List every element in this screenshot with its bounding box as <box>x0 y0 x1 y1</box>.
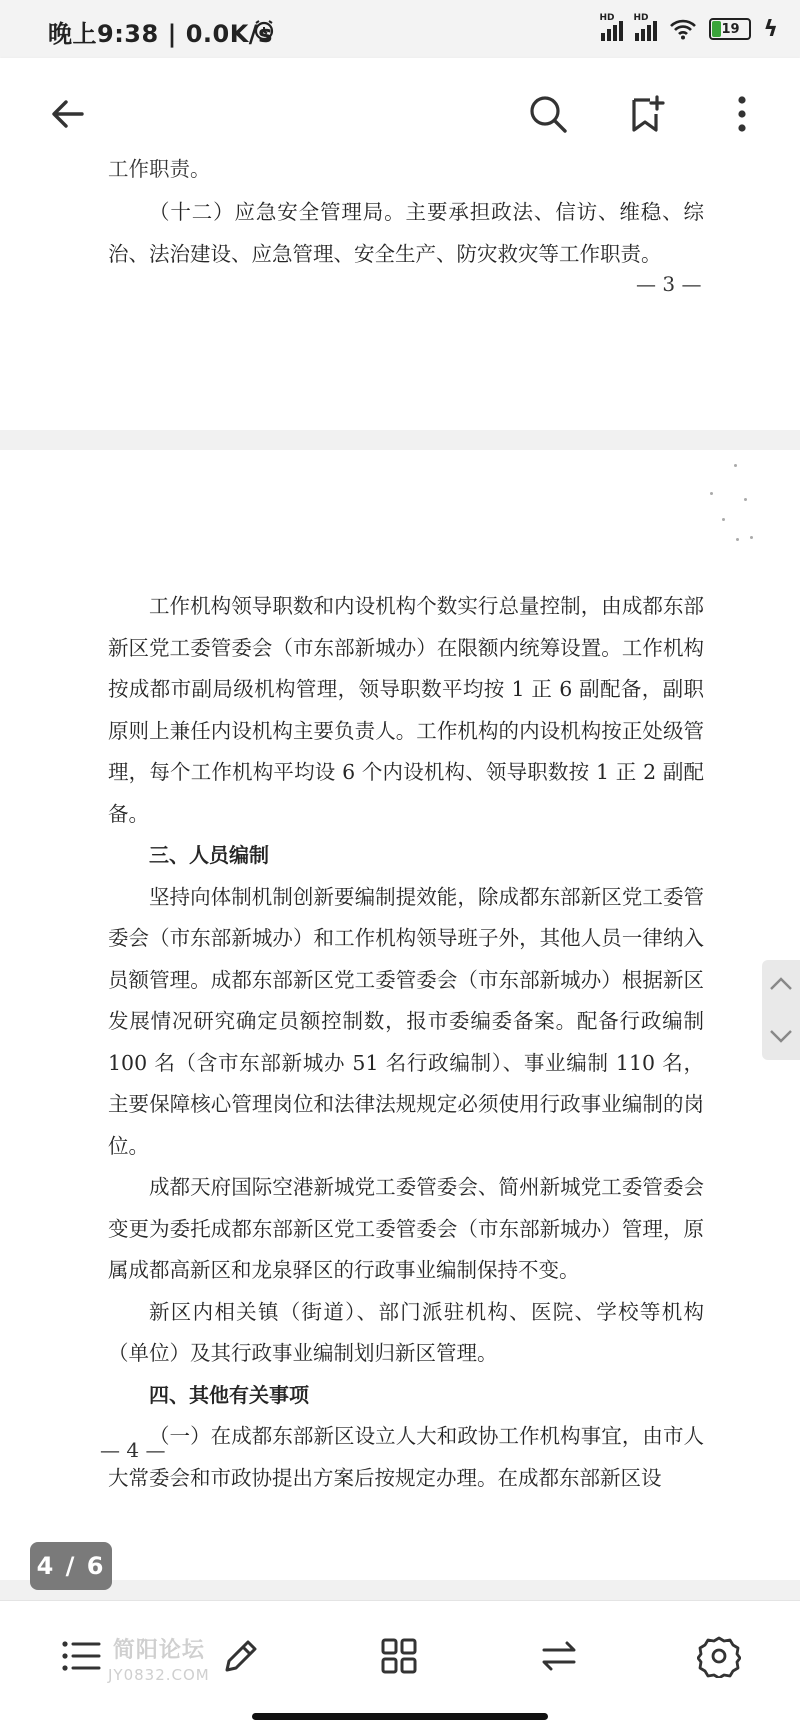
scan-specks <box>700 462 760 542</box>
more-vertical-icon <box>736 94 748 134</box>
bottom-toolbar <box>0 1600 800 1735</box>
swap-arrows-icon <box>538 1636 580 1676</box>
status-right <box>601 14 778 44</box>
battery-level: 19 <box>721 21 740 37</box>
home-indicator[interactable] <box>252 1713 548 1720</box>
section-heading-4: 四、其他有关事项 <box>149 1382 309 1407</box>
document-page-3 <box>0 157 800 430</box>
status-time: 晚上9:38 <box>48 20 159 48</box>
page4-paragraph-1: 工作机构领导职数和内设机构个数实行总量控制，由成都东部新区党工委管委会（市东部新城办）在限额内统筹设置。工作机构按成都市副局级机构管理，领导职数平均按 1 正 6 副配备，副职原则上兼任内设机构主要负责人。工作机构的内设机构按正处级管理，每个工作机构平均设 6 个内设机构、领导职数按 1 正 2 副配备。 <box>108 594 704 826</box>
outline-button[interactable] <box>56 1631 106 1681</box>
signal-strength-icon <box>599 13 623 41</box>
signal-strength-icon-2 <box>633 13 657 41</box>
page-mode-button[interactable] <box>534 1631 584 1681</box>
chevron-up-icon <box>768 972 794 998</box>
signal-hd-label: HD <box>599 13 615 23</box>
list-icon <box>61 1638 101 1674</box>
alarm-icon <box>252 18 276 42</box>
page-indicator: 4 / 6 <box>30 1542 112 1590</box>
charging-icon: ϟ <box>763 16 778 42</box>
search-icon <box>527 93 569 135</box>
bookmark-button[interactable] <box>620 88 672 140</box>
edit-button[interactable] <box>216 1631 266 1681</box>
arrow-left-icon <box>48 94 88 134</box>
bookmark-add-icon <box>626 94 666 134</box>
settings-button[interactable] <box>694 1631 744 1681</box>
scroll-down-button[interactable] <box>768 1022 794 1048</box>
status-separator: | <box>167 20 186 48</box>
page3-text <box>108 192 704 275</box>
page4-paragraph-2: 坚持向体制机制创新要编制提效能，除成都东部新区党工委管委会（市东部新城办）和工作机构领导班子外，其他人员一律纳入员额管理。成都东部新区党工委管委会（市东部新城办）根据新区发展情况研究确定员额控制数，报市委编委备案。配备行政编制 100 名（含市东部新城办 51 名行政编制）、事业编制 110 名，主要保障核心管理岗位和法律法规规定必须使用行政事业编制的岗位。 <box>108 884 704 1158</box>
watermark-title: 简阳论坛 <box>112 1638 205 1663</box>
battery-icon <box>709 18 751 40</box>
section-heading-3: 三、人员编制 <box>149 843 269 867</box>
signal-hd-label-2: HD <box>633 13 649 23</box>
document-page-4 <box>0 450 800 1580</box>
clipped-text: 工作职责。 <box>108 157 211 181</box>
watermark <box>108 1633 210 1684</box>
wifi-icon <box>669 18 697 40</box>
scroll-up-button[interactable] <box>768 972 794 998</box>
page-number-3: — 3 — <box>636 272 702 296</box>
page4-text <box>108 586 704 1499</box>
page-number-4: — 4 — <box>100 1438 166 1462</box>
status-time-speed <box>48 14 273 49</box>
grid-icon <box>379 1636 419 1676</box>
page4-paragraph-5: （一）在成都东部新区设立人大和政协工作机构事宜，由市人大常委会和市政协提出方案后按规定办理。在成都东部新区设 <box>108 1424 704 1490</box>
status-net-speed: 0.0K/s <box>185 20 273 48</box>
pencil-icon <box>221 1636 261 1676</box>
more-button[interactable] <box>716 88 768 140</box>
watermark-url: JY0832.COM <box>108 1666 210 1684</box>
gear-icon <box>697 1634 741 1678</box>
page4-paragraph-3: 成都天府国际空港新城党工委管委会、简州新城党工委管委会变更为委托成都东部新区党工委管委会（市东部新城办）管理，原属成都高新区和龙泉驿区的行政事业编制保持不变。 <box>108 1175 704 1282</box>
scroll-control <box>762 960 800 1060</box>
page4-paragraph-4: 新区内相关镇（街道）、部门派驻机构、医院、学校等机构（单位）及其行政事业编制划归新区管理。 <box>108 1299 704 1365</box>
chevron-down-icon <box>768 1022 794 1048</box>
thumbnails-button[interactable] <box>374 1631 424 1681</box>
search-button[interactable] <box>522 88 574 140</box>
status-bar <box>0 0 800 58</box>
page3-paragraph: （十二）应急安全管理局。主要承担政法、信访、维稳、综治、法治建设、应急管理、安全生产、防灾救灾等工作职责。 <box>108 200 704 266</box>
back-button[interactable] <box>42 88 94 140</box>
